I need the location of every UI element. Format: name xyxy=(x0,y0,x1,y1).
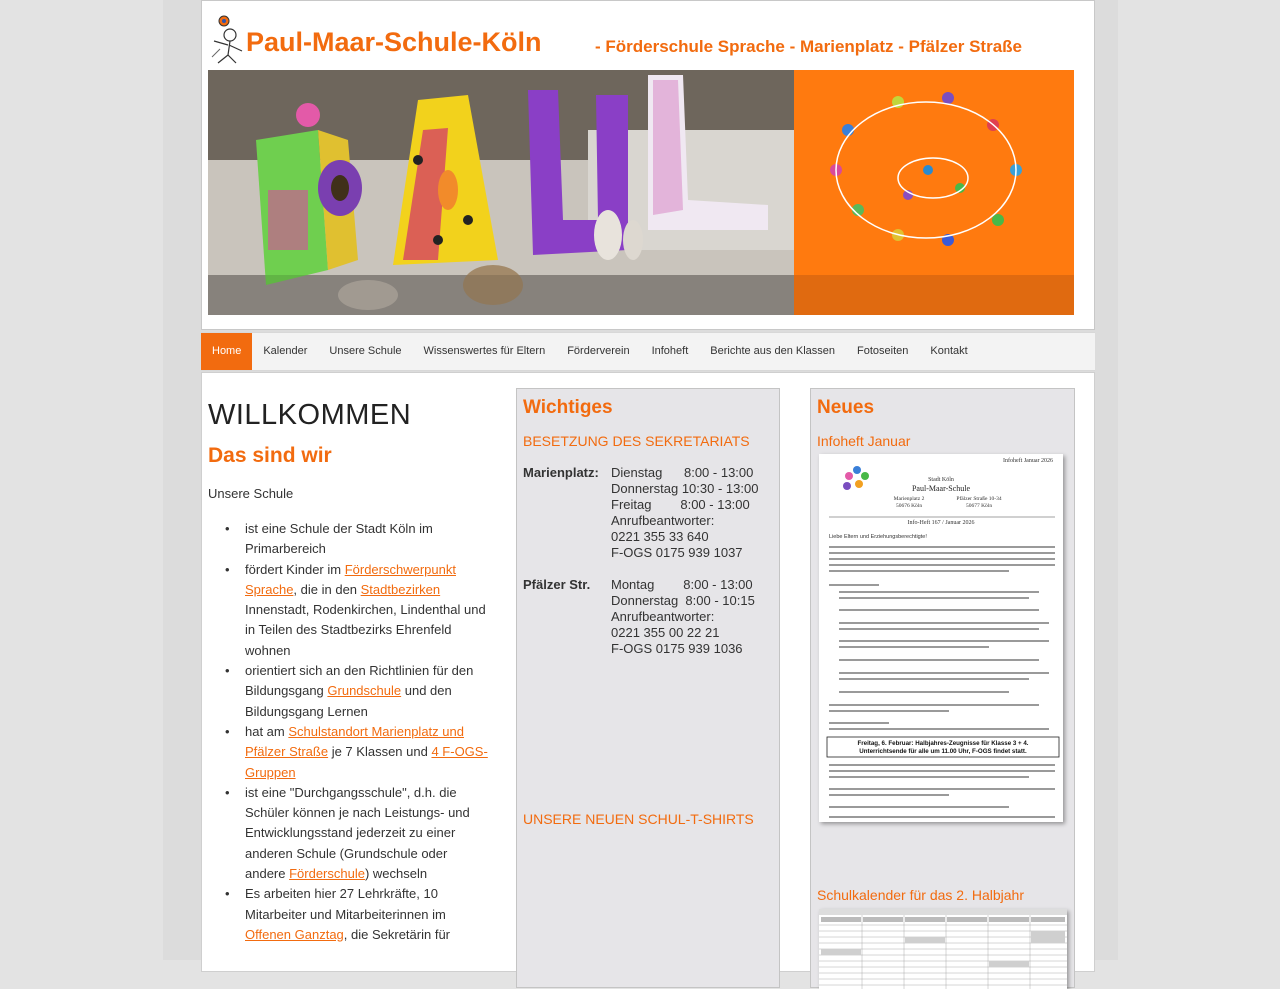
doc-header-right: Infoheft Januar 2026 xyxy=(1003,458,1053,464)
bullet-text: Es arbeiten hier 27 Lehrkräfte, 10 Mitarbeiter und Mitarbeiterinnen im xyxy=(245,886,446,922)
welcome-column xyxy=(208,399,488,945)
hours-line: Dienstag 8:00 - 13:00 xyxy=(611,465,754,480)
doc-greeting: Liebe Eltern und Erziehungsberechtigte! xyxy=(829,534,927,540)
bullet-text: hat am xyxy=(245,723,289,739)
intro-text: Unsere Schule xyxy=(208,486,294,501)
doc-city: Stadt Köln xyxy=(928,477,954,483)
important-box xyxy=(516,388,780,988)
infoheft-link[interactable]: Infoheft Januar xyxy=(817,433,911,449)
doc-school: Paul-Maar-Schule xyxy=(911,484,971,493)
link-stadtbezirken[interactable]: Stadtbezirken xyxy=(360,581,441,597)
bullet-text: ) wechseln xyxy=(364,866,428,882)
list-item xyxy=(245,884,488,945)
bullet-text: je 7 Klassen und xyxy=(328,744,432,760)
site-header xyxy=(201,0,1095,330)
hours-line: Donnerstag 10:30 - 13:00 xyxy=(611,481,759,496)
nav-item-wissenswertes[interactable]: Wissenswertes für Eltern xyxy=(423,345,546,357)
hours-line: Montag 8:00 - 13:00 xyxy=(611,577,753,592)
doc-issue: Info-Heft 167 / Januar 2026 xyxy=(907,520,975,526)
bullet-text: und den Bildungsgang Lernen xyxy=(245,683,452,719)
page-title: WILLKOMMEN xyxy=(208,399,412,431)
nav-item-kontakt[interactable]: Kontakt xyxy=(930,345,968,357)
bullet-text: orientiert sich an den Richtlinien für den Bildungsgang xyxy=(245,663,474,699)
phone-number: F-OGS 0175 939 1036 xyxy=(611,641,743,656)
nav-item-berichte[interactable]: Berichte aus den Klassen xyxy=(710,345,836,357)
pfaelzer-label: Pfälzer Str. xyxy=(523,577,591,592)
link-offener-ganztag[interactable]: Offenen Ganztag xyxy=(245,926,344,942)
doc-children-logo-icon xyxy=(843,466,869,490)
sekretariat-heading[interactable]: BESETZUNG DES SEKRETARIATS xyxy=(523,433,750,449)
section-heading: Das sind wir xyxy=(208,444,332,467)
link-foerderschwerpunkt[interactable]: Förderschwerpunkt Sprache xyxy=(245,561,456,597)
bullet-text: ist eine "Durchgangsschule", d.h. die Schüler können je nach Leistungs- und Entwicklungsstand jederzeit zu einer anderen Schule (Grundschule oder andere xyxy=(245,784,470,882)
doc-notice-line: Unterrichtsende für alle um 11.00 Uhr, F-OGS findet statt. xyxy=(859,748,1027,755)
news-heading: Neues xyxy=(817,397,875,418)
hours-line: Anrufbeantworter: xyxy=(611,513,715,528)
child-figure-icon xyxy=(208,13,246,65)
phone-number: 0221 355 33 640 xyxy=(611,529,709,544)
nav-item-infoheft[interactable]: Infoheft xyxy=(651,345,689,357)
doc-address: Pfälzer Straße 10-34 xyxy=(956,496,1002,502)
site-title[interactable]: Paul-Maar-Schule-Köln xyxy=(246,27,542,57)
nav-item-foerderverein[interactable]: Förderverein xyxy=(567,345,630,357)
doc-address: 50677 Köln xyxy=(965,503,993,509)
link-grundschule[interactable]: Grundschule xyxy=(327,683,402,699)
marienplatz-label: Marienplatz: xyxy=(523,465,599,480)
tshirt-heading[interactable]: UNSERE NEUEN SCHUL-T-SHIRTS xyxy=(523,811,754,827)
bullet-text: ist eine Schule der Stadt Köln im Primarbereich xyxy=(245,521,433,557)
doc-notice-line: Freitag, 6. Februar: Halbjahres-Zeugnisse für Klasse 3 + 4. xyxy=(857,740,1029,747)
schulkalender-thumbnail[interactable] xyxy=(819,909,1067,989)
link-fogs-gruppen[interactable]: 4 F-OGS-Gruppen xyxy=(245,744,488,780)
nav-item-fotoseiten[interactable]: Fotoseiten xyxy=(857,345,909,357)
phone-number: F-OGS 0175 939 1037 xyxy=(611,545,743,560)
news-box xyxy=(810,388,1075,988)
list-item xyxy=(245,722,488,783)
bullet-text: , die Sekretärin für xyxy=(343,926,450,942)
nav-item-unsere-schule[interactable]: Unsere Schule xyxy=(329,345,402,357)
header-banner-image xyxy=(208,70,1074,315)
nav-item-home[interactable]: Home xyxy=(201,333,252,370)
schulkalender-link[interactable]: Schulkalender für das 2. Halbjahr xyxy=(817,887,1025,903)
link-foerderschule[interactable]: Förderschule xyxy=(289,866,365,882)
link-schulstandort[interactable]: Schulstandort Marienplatz und Pfälzer Straße xyxy=(245,723,464,760)
hours-line: Donnerstag 8:00 - 10:15 xyxy=(611,593,755,608)
phone-number: 0221 355 00 22 21 xyxy=(611,625,720,640)
main-navigation xyxy=(201,332,1095,371)
nav-item-kalender[interactable]: Kalender xyxy=(263,345,308,357)
list-item xyxy=(245,783,488,884)
doc-address: 50676 Köln xyxy=(895,503,923,509)
hours-line: Freitag 8:00 - 13:00 xyxy=(611,497,750,512)
bullet-text: fördert Kinder im xyxy=(245,561,345,577)
bullet-text: Innenstadt, Rodenkirchen, Lindenthal und in Teilen des Stadtbezirks Ehrenfeld wohnen xyxy=(245,602,486,658)
list-item xyxy=(245,661,488,722)
list-item xyxy=(245,519,488,560)
content-area xyxy=(201,372,1095,972)
school-facts-list xyxy=(208,519,488,945)
infoheft-thumbnail[interactable] xyxy=(819,454,1063,822)
hours-line: Anrufbeantworter: xyxy=(611,609,715,624)
important-heading: Wichtiges xyxy=(523,397,613,418)
list-item xyxy=(245,560,488,661)
bullet-text: , die in den xyxy=(293,581,361,597)
doc-address: Marienplatz 2 xyxy=(893,496,925,502)
site-subtitle: - Förderschule Sprache - Marienplatz - Pfälzer Straße xyxy=(595,37,1023,56)
